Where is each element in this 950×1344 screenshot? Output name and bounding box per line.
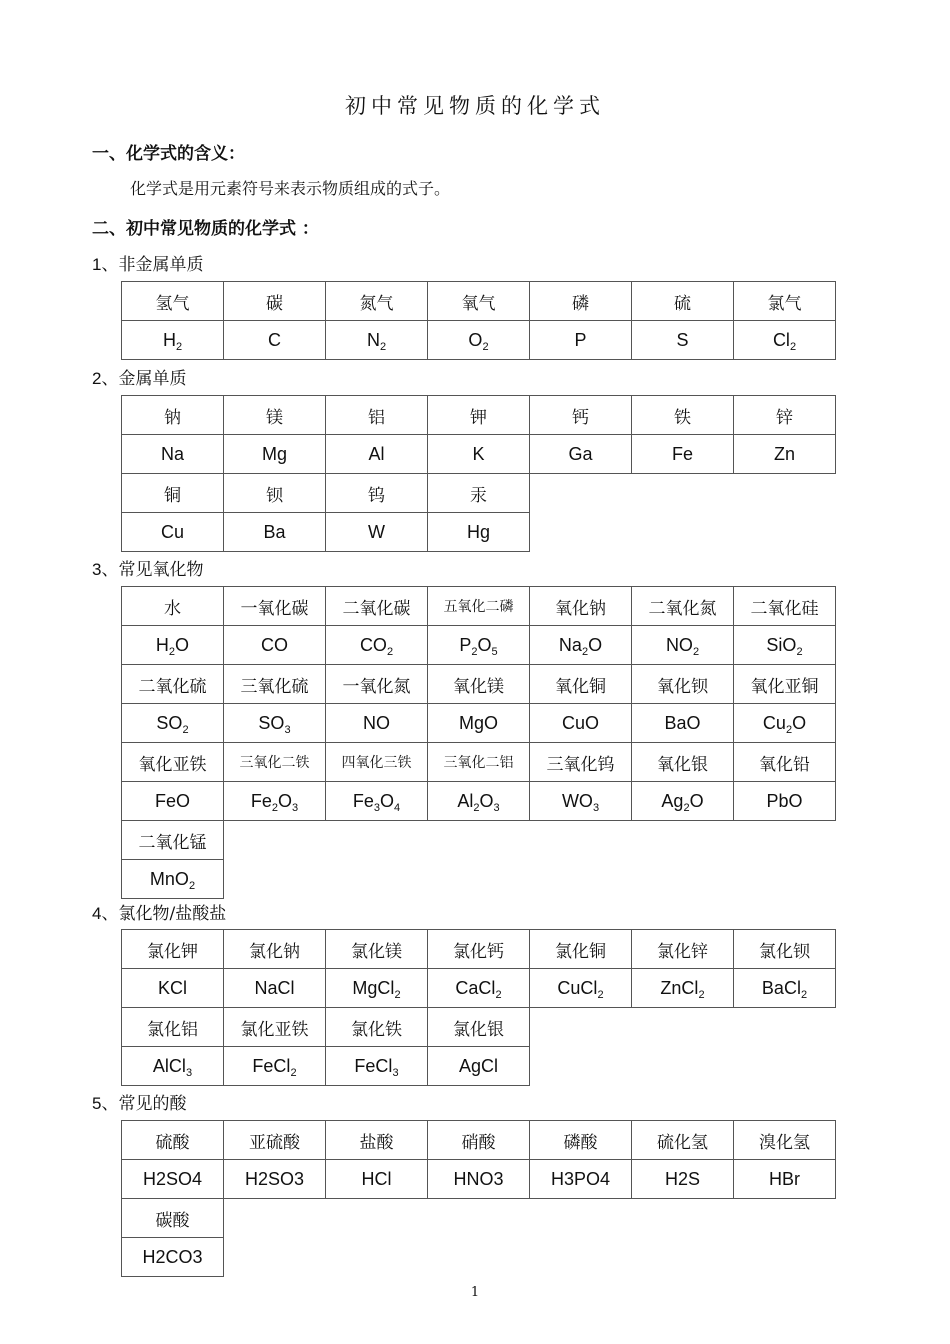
chemical-formula: MgO — [428, 704, 530, 743]
empty-cell — [224, 860, 326, 899]
chemical-formula: $Al_2O_3$ — [428, 782, 530, 821]
name-row — [122, 743, 836, 782]
substance-name: 氧气 — [428, 282, 530, 321]
substance-name: 氯化锌 — [632, 930, 734, 969]
chemical-formula: Al — [326, 435, 428, 474]
chemical-formula: $N_2$ — [326, 321, 428, 360]
nonmetal-table — [121, 281, 836, 360]
chemical-formula: $Cu_2O$ — [734, 704, 836, 743]
chemical-formula: CuCl$_2$ — [530, 969, 632, 1008]
chemical-formula: S — [632, 321, 734, 360]
name-row — [122, 821, 836, 860]
empty-cell — [632, 860, 734, 899]
substance-name: 溴化氢 — [734, 1121, 836, 1160]
formula-row — [122, 435, 836, 474]
section1-heading: 一、化学式的含义： — [92, 144, 245, 164]
substance-name: 亚硫酸 — [224, 1121, 326, 1160]
formula-row — [122, 860, 836, 899]
substance-name: 钙 — [530, 396, 632, 435]
chemical-formula: MgCl$_2$ — [326, 969, 428, 1008]
empty-cell — [224, 821, 326, 860]
chemical-formula: H3PO4 — [530, 1160, 632, 1199]
empty-cell — [530, 821, 632, 860]
substance-name: 硫化氢 — [632, 1121, 734, 1160]
chemical-formula: SiO$_2$ — [734, 626, 836, 665]
empty-cell — [734, 1238, 836, 1277]
formula-row — [122, 782, 836, 821]
chemical-formula: $SO_2$ — [122, 704, 224, 743]
substance-name: 碳酸 — [122, 1199, 224, 1238]
substance-name: 氧化镁 — [428, 665, 530, 704]
chemical-formula: Na — [122, 435, 224, 474]
empty-cell — [326, 1238, 428, 1277]
chemical-formula: FeCl$_3$ — [326, 1047, 428, 1086]
substance-name: 二氧化锰 — [122, 821, 224, 860]
empty-cell — [530, 1238, 632, 1277]
chemical-formula: AlCl$_3$ — [122, 1047, 224, 1086]
substance-name: 氧化钡 — [632, 665, 734, 704]
substance-name: 水 — [122, 587, 224, 626]
empty-cell — [530, 513, 632, 552]
substance-name: 氯化亚铁 — [224, 1008, 326, 1047]
chemical-formula: MnO$_2$ — [122, 860, 224, 899]
substance-name: 氧化亚铁 — [122, 743, 224, 782]
substance-name: 氯化钙 — [428, 930, 530, 969]
empty-cell — [734, 513, 836, 552]
empty-cell — [632, 1238, 734, 1277]
chemical-formula: Fe — [632, 435, 734, 474]
empty-cell — [326, 1199, 428, 1238]
chemical-formula: $O_2$ — [428, 321, 530, 360]
substance-name: 汞 — [428, 474, 530, 513]
empty-cell — [734, 1199, 836, 1238]
substance-name: 一氧化氮 — [326, 665, 428, 704]
empty-cell — [428, 821, 530, 860]
substance-name: 锌 — [734, 396, 836, 435]
chemical-formula: $SO_3$ — [224, 704, 326, 743]
subsection-4-heading: 4、氯化物/盐酸盐 — [92, 904, 227, 924]
substance-name: 氢气 — [122, 282, 224, 321]
substance-name: 氯化钠 — [224, 930, 326, 969]
substance-name: 铝 — [326, 396, 428, 435]
substance-name: 硫酸 — [122, 1121, 224, 1160]
substance-name: 磷酸 — [530, 1121, 632, 1160]
chemical-formula: $NO_2$ — [632, 626, 734, 665]
substance-name: 碳 — [224, 282, 326, 321]
chemical-formula: Mg — [224, 435, 326, 474]
page-title: 初中常见物质的化学式 — [345, 94, 605, 118]
empty-cell — [632, 474, 734, 513]
substance-name: 氯化铁 — [326, 1008, 428, 1047]
formula-row — [122, 1238, 836, 1277]
empty-cell — [428, 1199, 530, 1238]
substance-name: 氯化钡 — [734, 930, 836, 969]
substance-name: 二氧化硅 — [734, 587, 836, 626]
empty-cell — [734, 860, 836, 899]
chemical-formula: $H_2O$ — [122, 626, 224, 665]
substance-name: 氯化镁 — [326, 930, 428, 969]
empty-cell — [632, 1008, 734, 1047]
name-row — [122, 1121, 836, 1160]
substance-name: 氧化银 — [632, 743, 734, 782]
substance-name: 钠 — [122, 396, 224, 435]
substance-name: 氧化钠 — [530, 587, 632, 626]
formula-row — [122, 704, 836, 743]
empty-cell — [224, 1238, 326, 1277]
chemical-formula: H2S — [632, 1160, 734, 1199]
chemical-formula: $WO_3$ — [530, 782, 632, 821]
subsection-2-heading: 2、金属单质 — [92, 369, 187, 389]
chemical-formula: CuO — [530, 704, 632, 743]
chemical-formula: P — [530, 321, 632, 360]
subsection-3-heading: 3、常见氧化物 — [92, 560, 204, 580]
empty-cell — [734, 1008, 836, 1047]
empty-cell — [530, 1008, 632, 1047]
subsection-5-heading: 5、常见的酸 — [92, 1094, 187, 1114]
empty-cell — [224, 1199, 326, 1238]
chemical-formula: $Na_2O$ — [530, 626, 632, 665]
substance-name: 镁 — [224, 396, 326, 435]
chemical-formula: HBr — [734, 1160, 836, 1199]
chemical-formula: AgCl — [428, 1047, 530, 1086]
name-row — [122, 396, 836, 435]
name-row — [122, 1199, 836, 1238]
section2-heading: 二、初中常见物质的化学式 ： — [92, 219, 319, 239]
substance-name: 铜 — [122, 474, 224, 513]
substance-name: 硝酸 — [428, 1121, 530, 1160]
empty-cell — [632, 1199, 734, 1238]
chemical-formula: Hg — [428, 513, 530, 552]
substance-name: 氧化亚铜 — [734, 665, 836, 704]
page-number: 1 — [470, 1285, 480, 1300]
name-row — [122, 474, 836, 513]
chemical-formula: NO — [326, 704, 428, 743]
chemical-formula: Ba — [224, 513, 326, 552]
substance-name: 二氧化碳 — [326, 587, 428, 626]
chemical-formula: $H_2$ — [122, 321, 224, 360]
substance-name: 氧化铜 — [530, 665, 632, 704]
substance-name: 钨 — [326, 474, 428, 513]
chemical-formula: $P_2O_5$ — [428, 626, 530, 665]
substance-name: 三氧化二铁 — [224, 743, 326, 782]
chloride-table — [121, 929, 836, 1086]
empty-cell — [632, 1047, 734, 1086]
substance-name: 铁 — [632, 396, 734, 435]
chemical-formula: CaCl$_2$ — [428, 969, 530, 1008]
empty-cell — [632, 821, 734, 860]
substance-name: 四氧化三铁 — [326, 743, 428, 782]
formula-row — [122, 513, 836, 552]
chemical-formula: KCl — [122, 969, 224, 1008]
formula-row — [122, 969, 836, 1008]
chemical-formula: C — [224, 321, 326, 360]
chemical-formula: BaO — [632, 704, 734, 743]
empty-cell — [530, 474, 632, 513]
subsection-1-heading: 1、非金属单质 — [92, 255, 204, 275]
substance-name: 二氧化硫 — [122, 665, 224, 704]
oxide-table — [121, 586, 836, 899]
empty-cell — [530, 1047, 632, 1086]
chemical-formula: HNO3 — [428, 1160, 530, 1199]
empty-cell — [734, 1047, 836, 1086]
empty-cell — [530, 1199, 632, 1238]
chemical-formula: $Fe_2O_3$ — [224, 782, 326, 821]
formula-row — [122, 321, 836, 360]
formula-row — [122, 1160, 836, 1199]
chemical-formula: BaCl$_2$ — [734, 969, 836, 1008]
acid-table — [121, 1120, 836, 1277]
chemical-formula: FeCl$_2$ — [224, 1047, 326, 1086]
substance-name: 氯化银 — [428, 1008, 530, 1047]
chemical-formula: H2SO4 — [122, 1160, 224, 1199]
substance-name: 钾 — [428, 396, 530, 435]
name-row — [122, 282, 836, 321]
empty-cell — [734, 474, 836, 513]
chemical-formula: $CO_2$ — [326, 626, 428, 665]
name-row — [122, 930, 836, 969]
section1-body: 化学式是用元素符号来表示物质组成的式子。 — [130, 179, 451, 198]
chemical-formula: FeO — [122, 782, 224, 821]
chemical-formula: K — [428, 435, 530, 474]
chemical-formula: W — [326, 513, 428, 552]
substance-name: 三氧化二铝 — [428, 743, 530, 782]
metal-table — [121, 395, 836, 552]
substance-name: 磷 — [530, 282, 632, 321]
formula-row — [122, 626, 836, 665]
substance-name: 氧化铅 — [734, 743, 836, 782]
empty-cell — [428, 860, 530, 899]
substance-name: 氮气 — [326, 282, 428, 321]
substance-name: 氯化铝 — [122, 1008, 224, 1047]
name-row — [122, 1008, 836, 1047]
empty-cell — [632, 513, 734, 552]
chemical-formula: H2SO3 — [224, 1160, 326, 1199]
chemical-formula: H2CO3 — [122, 1238, 224, 1277]
substance-name: 盐酸 — [326, 1121, 428, 1160]
chemical-formula: $Cl_2$ — [734, 321, 836, 360]
empty-cell — [326, 821, 428, 860]
empty-cell — [734, 821, 836, 860]
substance-name: 氯化铜 — [530, 930, 632, 969]
formula-row — [122, 1047, 836, 1086]
chemical-formula: $Fe_3O_4$ — [326, 782, 428, 821]
chemical-formula: Ga — [530, 435, 632, 474]
substance-name: 氯气 — [734, 282, 836, 321]
name-row — [122, 587, 836, 626]
substance-name: 钡 — [224, 474, 326, 513]
chemical-formula: PbO — [734, 782, 836, 821]
chemical-formula: Cu — [122, 513, 224, 552]
empty-cell — [326, 860, 428, 899]
chemical-formula: ZnCl$_2$ — [632, 969, 734, 1008]
chemical-formula: Zn — [734, 435, 836, 474]
substance-name: 五氧化二磷 — [428, 587, 530, 626]
substance-name: 二氧化氮 — [632, 587, 734, 626]
substance-name: 三氧化钨 — [530, 743, 632, 782]
name-row — [122, 665, 836, 704]
chemical-formula: NaCl — [224, 969, 326, 1008]
empty-cell — [428, 1238, 530, 1277]
substance-name: 氯化钾 — [122, 930, 224, 969]
chemical-formula: $Ag_2O$ — [632, 782, 734, 821]
substance-name: 三氧化硫 — [224, 665, 326, 704]
substance-name: 硫 — [632, 282, 734, 321]
substance-name: 一氧化碳 — [224, 587, 326, 626]
chemical-formula: HCl — [326, 1160, 428, 1199]
chemical-formula: CO — [224, 626, 326, 665]
empty-cell — [530, 860, 632, 899]
